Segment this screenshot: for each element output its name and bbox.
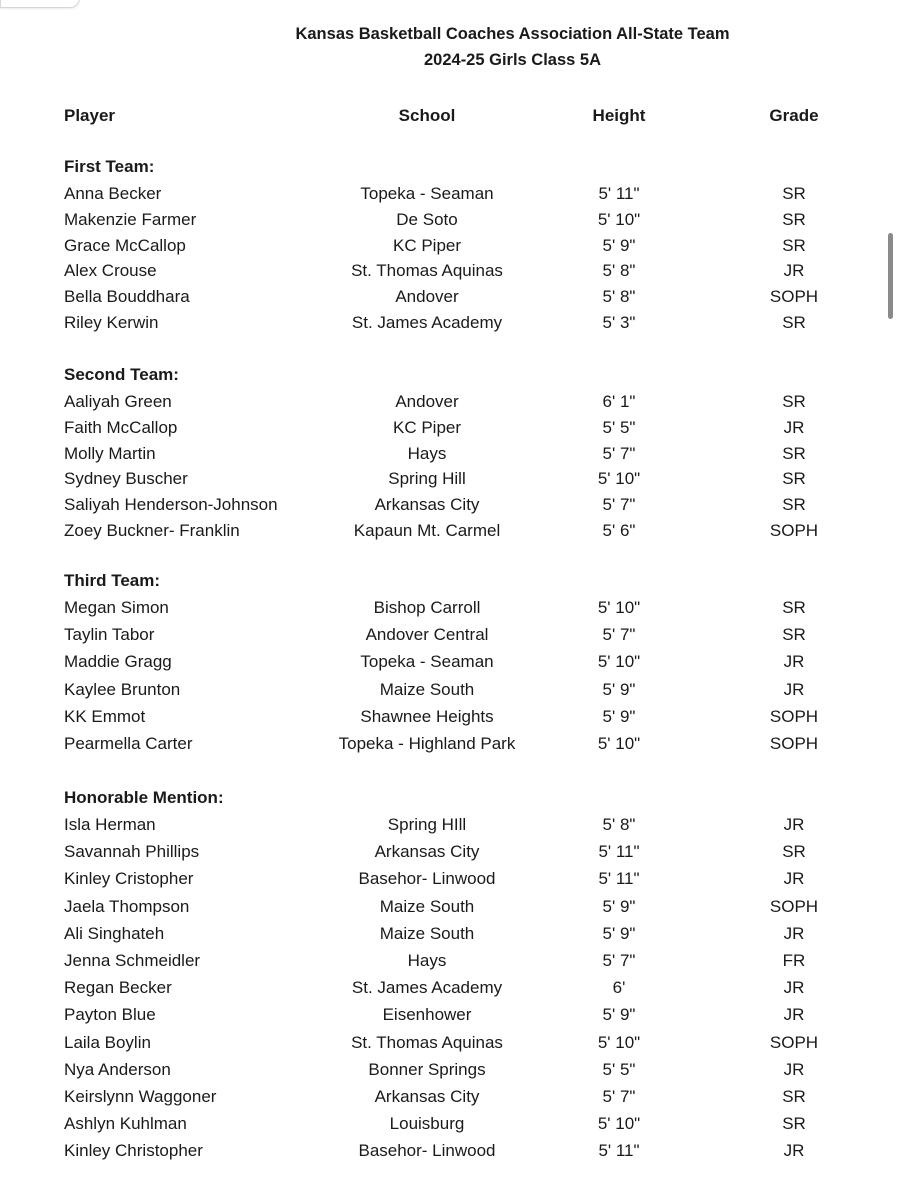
table-row <box>0 1005 897 1031</box>
player-height: 5' 3" <box>602 313 636 332</box>
school-name: Maize South <box>379 679 475 699</box>
player-grade: SR <box>782 313 806 332</box>
school-name: St. Thomas Aquinas <box>351 1032 503 1052</box>
player-height: 5' 6" <box>602 521 636 540</box>
player-height: 5' 9" <box>602 679 636 699</box>
table-row <box>0 598 897 624</box>
table-row <box>0 521 897 547</box>
player-name: Kaylee Brunton <box>64 679 181 699</box>
player-height: 5' 10" <box>597 652 641 672</box>
school-name: Basehor- Linwood <box>358 1141 496 1161</box>
player-grade: SR <box>782 392 806 411</box>
school-name: Maize South <box>379 896 475 916</box>
player-name: Payton Blue <box>64 1005 156 1025</box>
player-height: 5' 5" <box>602 1059 636 1079</box>
player-grade: JR <box>783 1059 805 1079</box>
school-name: Arkansas City <box>374 842 480 862</box>
player-grade: SOPH <box>769 734 819 753</box>
table-row <box>0 184 897 210</box>
player-grade: SR <box>782 1114 806 1134</box>
school-name: Bonner Springs <box>368 1059 486 1079</box>
player-grade: JR <box>783 261 805 281</box>
player-grade: JR <box>783 417 805 437</box>
table-row <box>0 444 897 470</box>
table-row <box>0 1114 897 1140</box>
player-height: 5' 10" <box>597 469 641 489</box>
top-bar <box>0 0 897 6</box>
player-height: 6' 1" <box>602 392 636 411</box>
table-row <box>0 978 897 1004</box>
scrollbar[interactable] <box>888 233 893 319</box>
player-name: Nya Anderson <box>64 1059 171 1079</box>
player-name: Laila Boylin <box>64 1032 151 1052</box>
table-row <box>0 924 897 950</box>
school-name: Andover <box>395 392 459 411</box>
player-grade: SR <box>782 209 806 229</box>
school-name: KC Piper <box>392 417 462 437</box>
school-name: Arkansas City <box>374 1087 480 1106</box>
player-grade: SOPH <box>769 1032 819 1052</box>
school-name: St. James Academy <box>351 978 503 998</box>
player-name: Maddie Gragg <box>64 652 172 672</box>
player-name: Regan Becker <box>64 978 172 998</box>
player-grade: JR <box>783 679 805 699</box>
player-height: 5' 11" <box>598 1141 640 1161</box>
school-name: Topeka - Highland Park <box>338 734 516 753</box>
page-title: Kansas Basketball Coaches Association All-State Team <box>295 25 730 43</box>
player-height: 5' 7" <box>602 625 636 645</box>
school-name: Kapaun Mt. Carmel <box>353 521 501 540</box>
player-grade: JR <box>783 815 805 834</box>
school-name: Basehor- Linwood <box>358 869 496 889</box>
school-name: Andover Central <box>365 625 489 645</box>
player-grade: SR <box>782 625 806 645</box>
table-row <box>0 210 897 236</box>
section-title: Second Team: <box>64 365 179 384</box>
player-name: Molly Martin <box>64 443 156 463</box>
player-grade: JR <box>783 1141 805 1161</box>
table-row <box>0 897 897 923</box>
table-row <box>0 1141 897 1167</box>
table-row <box>0 951 897 977</box>
top-tab[interactable] <box>0 0 80 8</box>
table-row <box>0 469 897 495</box>
player-name: Ashlyn Kuhlman <box>64 1114 187 1134</box>
school-name: Andover <box>395 287 459 307</box>
player-name: KK Emmot <box>64 706 146 726</box>
player-grade: JR <box>783 923 805 943</box>
table-row <box>0 869 897 895</box>
player-height: 5' 10" <box>597 598 641 617</box>
header-school: School <box>398 106 456 125</box>
table-row <box>0 418 897 444</box>
player-name: Faith McCallop <box>64 417 178 437</box>
player-grade: SR <box>782 469 806 489</box>
player-name: Kinley Cristopher <box>64 869 194 889</box>
player-grade: SR <box>782 598 806 617</box>
header-height: Height <box>592 106 646 125</box>
table-row <box>0 287 897 313</box>
player-height: 5' 7" <box>602 951 636 970</box>
section-title: Third Team: <box>64 571 161 590</box>
table-row <box>0 707 897 733</box>
player-name: Saliyah Henderson-Johnson <box>64 495 278 515</box>
school-name: KC Piper <box>392 235 462 255</box>
player-height: 5' 11" <box>598 842 640 862</box>
school-name: St. Thomas Aquinas <box>351 261 503 281</box>
player-name: Megan Simon <box>64 598 169 617</box>
table-row <box>0 261 897 287</box>
table-row <box>0 313 897 339</box>
school-name: Hays <box>407 951 447 970</box>
page-subtitle: 2024-25 Girls Class 5A <box>423 51 602 69</box>
table-row <box>0 842 897 868</box>
player-grade: JR <box>783 869 805 889</box>
player-grade: SOPH <box>769 706 819 726</box>
player-height: 5' 9" <box>602 896 636 916</box>
header-grade: Grade <box>769 106 819 125</box>
player-height: 5' 10" <box>597 1032 641 1052</box>
table-row <box>0 1033 897 1059</box>
section-title: Honorable Mention: <box>64 788 224 807</box>
table-row <box>0 392 897 418</box>
player-name: Jenna Schmeidler <box>64 951 201 970</box>
section-title: First Team: <box>64 157 155 176</box>
table-row <box>0 236 897 262</box>
school-name: Topeka - Seaman <box>360 652 494 672</box>
player-height: 5' 9" <box>602 706 636 726</box>
player-height: 5' 8" <box>602 287 636 307</box>
player-name: Grace McCallop <box>64 235 186 255</box>
header-player: Player <box>64 106 116 125</box>
player-height: 5' 10" <box>597 734 641 753</box>
table-row <box>0 680 897 706</box>
player-height: 5' 10" <box>597 209 641 229</box>
player-height: 5' 9" <box>602 235 636 255</box>
player-grade: SOPH <box>769 287 819 307</box>
player-name: Keirslynn Waggoner <box>64 1087 217 1106</box>
player-name: Makenzie Farmer <box>64 209 197 229</box>
player-name: Anna Becker <box>64 184 162 203</box>
player-grade: SR <box>782 842 806 862</box>
player-height: 5' 10" <box>597 1114 641 1134</box>
player-grade: SR <box>782 1087 806 1106</box>
player-name: Isla Herman <box>64 815 156 834</box>
school-name: St. James Academy <box>351 313 503 332</box>
player-grade: JR <box>783 1005 805 1025</box>
player-grade: FR <box>782 951 806 970</box>
player-name: Jaela Thompson <box>64 896 190 916</box>
table-row <box>0 495 897 521</box>
table-row <box>0 652 897 678</box>
player-grade: SR <box>782 235 806 255</box>
school-name: Arkansas City <box>374 495 480 515</box>
player-name: Pearmella Carter <box>64 734 193 753</box>
school-name: Topeka - Seaman <box>360 184 494 203</box>
player-height: 6' <box>612 978 626 998</box>
player-grade: SR <box>782 443 806 463</box>
school-name: Hays <box>407 443 447 463</box>
school-name: Shawnee Heights <box>360 706 494 726</box>
player-name: Aaliyah Green <box>64 392 172 411</box>
player-height: 5' 7" <box>602 443 636 463</box>
school-name: De Soto <box>396 209 458 229</box>
table-row <box>0 815 897 841</box>
school-name: Eisenhower <box>382 1005 472 1025</box>
table-row <box>0 1060 897 1086</box>
player-height: 5' 11" <box>598 184 640 203</box>
player-name: Riley Kerwin <box>64 313 159 332</box>
player-grade: JR <box>783 978 805 998</box>
player-grade: SR <box>782 184 806 203</box>
table-row <box>0 625 897 651</box>
player-name: Kinley Christopher <box>64 1141 203 1161</box>
player-height: 5' 8" <box>602 261 636 281</box>
player-name: Alex Crouse <box>64 261 157 281</box>
player-grade: JR <box>783 652 805 672</box>
table-row <box>0 1087 897 1113</box>
school-name: Louisburg <box>389 1114 465 1134</box>
player-grade: SOPH <box>769 896 819 916</box>
player-name: Bella Bouddhara <box>64 287 190 307</box>
player-grade: SR <box>782 495 806 515</box>
player-height: 5' 9" <box>602 923 636 943</box>
player-height: 5' 7" <box>602 1087 636 1106</box>
player-name: Zoey Buckner- Franklin <box>64 521 240 540</box>
player-height: 5' 9" <box>602 1005 636 1025</box>
player-height: 5' 7" <box>602 495 636 515</box>
player-name: Ali Singhateh <box>64 923 165 943</box>
player-name: Savannah Phillips <box>64 842 200 862</box>
school-name: Spring HIll <box>387 815 467 834</box>
school-name: Maize South <box>379 923 475 943</box>
player-height: 5' 5" <box>602 417 636 437</box>
player-grade: SOPH <box>769 521 819 540</box>
school-name: Bishop Carroll <box>373 598 481 617</box>
player-name: Sydney Buscher <box>64 469 188 489</box>
table-row <box>0 734 897 760</box>
school-name: Spring Hill <box>388 469 466 489</box>
player-height: 5' 8" <box>602 815 636 834</box>
player-height: 5' 11" <box>598 869 640 889</box>
player-name: Taylin Tabor <box>64 625 155 645</box>
